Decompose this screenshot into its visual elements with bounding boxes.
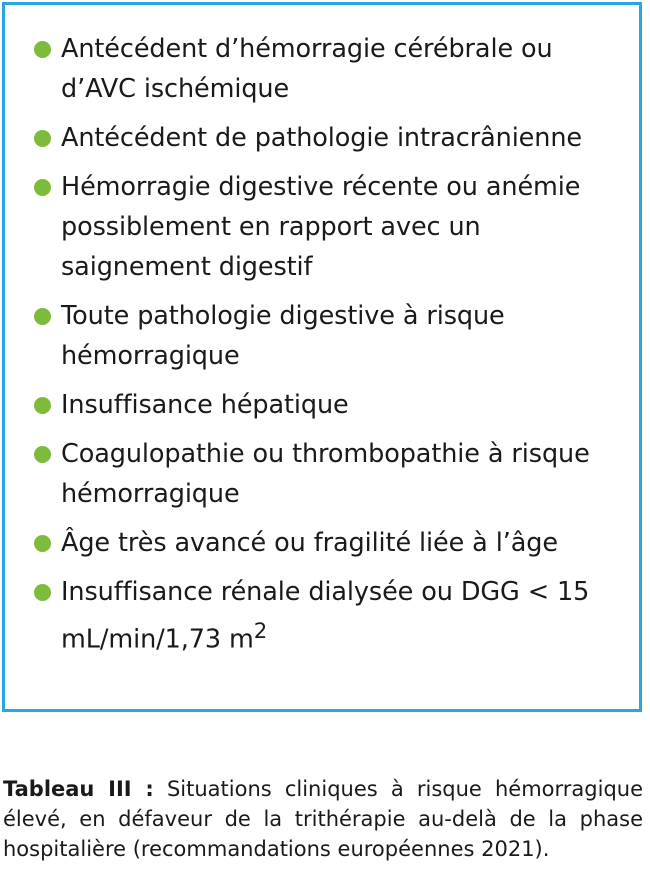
list-item — [33, 523, 623, 563]
list-item — [33, 296, 623, 376]
list-item-text: Toute pathologie digestive à risque hémorragique — [61, 301, 505, 371]
list-item-text: Insuffisance hépatique — [61, 390, 349, 420]
list-item — [33, 29, 623, 109]
list-item — [33, 167, 623, 287]
list-item — [33, 118, 623, 158]
green-bullet-icon — [34, 130, 51, 147]
caption-text: Situations cliniques à risque hémorragique élevé, en défaveur de la trithérapie au-delà de la phase hospitalière (recommandations européennes 2021). — [3, 777, 644, 861]
caption-label: Tableau III : — [3, 777, 154, 801]
green-bullet-icon — [34, 535, 51, 552]
superscript-exponent: 2 — [253, 619, 268, 644]
list-item-text: Hémorragie digestive récente ou anémie possiblement en rapport avec un saignement digestif — [61, 172, 581, 282]
list-item-text: Antécédent d’hémorragie cérébrale ou d’AVC ischémique — [61, 34, 553, 104]
green-bullet-icon — [34, 41, 51, 58]
list-item — [33, 385, 623, 425]
green-bullet-icon — [34, 446, 51, 463]
green-bullet-icon — [34, 179, 51, 196]
risk-list — [33, 29, 623, 669]
green-bullet-icon — [34, 584, 51, 601]
table-caption — [3, 774, 643, 864]
list-item-text: Coagulopathie ou thrombopathie à risque hémorragique — [61, 439, 590, 509]
green-bullet-icon — [34, 397, 51, 414]
green-bullet-icon — [34, 308, 51, 325]
risk-table-box — [2, 2, 642, 712]
list-item-text: Âge très avancé ou fragilité liée à l’âge — [61, 528, 558, 558]
list-item — [33, 434, 623, 514]
list-item-text: Insuffisance rénale dialysée ou DGG < 15 mL/min/1,73 m — [61, 577, 590, 655]
list-item — [33, 572, 623, 660]
list-item-text: Antécédent de pathologie intracrânienne — [61, 123, 582, 153]
